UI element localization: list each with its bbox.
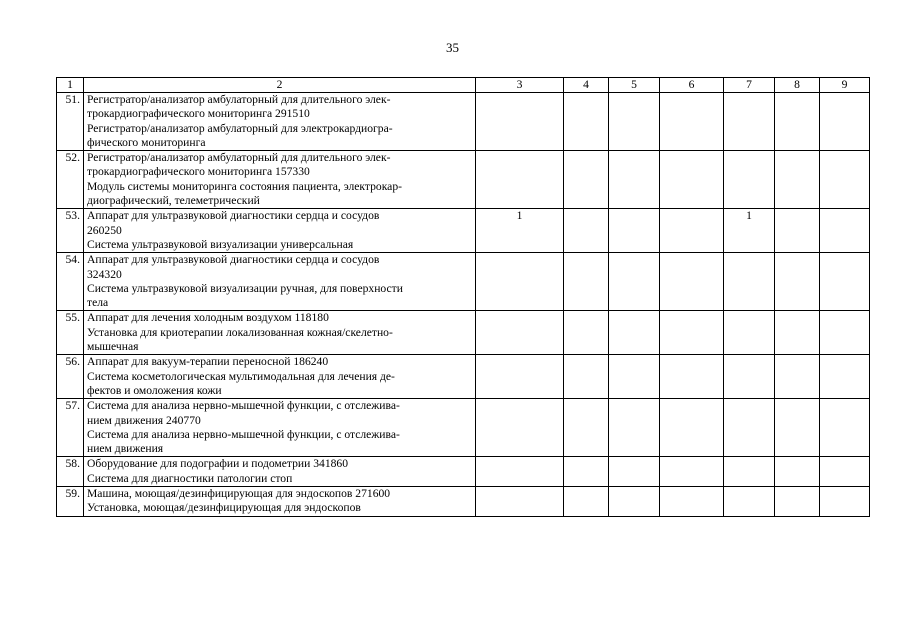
value-cell-col-8	[775, 355, 820, 399]
table-row	[57, 151, 870, 209]
value-cell-col-8	[775, 209, 820, 253]
row-description	[84, 151, 476, 209]
value-cell-col-9	[820, 151, 870, 209]
description-line: Аппарат для лечения холодным воздухом 118180	[87, 311, 329, 325]
value-cell-col-4	[564, 209, 609, 253]
value-cell-col-9	[820, 209, 870, 253]
description-line: Установка для криотерапии локализованная кожная/скелетно-	[87, 325, 393, 339]
description-line: фектов и омоложения кожи	[87, 383, 222, 397]
description-line: нием движения	[87, 442, 164, 456]
value-cell-col-6	[660, 209, 724, 253]
value-cell-col-6	[660, 311, 724, 355]
row-description	[84, 311, 476, 355]
value-cell-col-7	[724, 457, 775, 487]
column-header-8: 8	[775, 78, 820, 93]
table-row	[57, 399, 870, 457]
value-cell-col-8	[775, 93, 820, 151]
column-header-6: 6	[660, 78, 724, 93]
value-cell-col-6	[660, 253, 724, 311]
column-header-9: 9	[820, 78, 870, 93]
table-row	[57, 487, 870, 517]
description-line: Регистратор/анализатор амбулаторный для длительного элек-	[87, 93, 391, 106]
description-line: тела	[87, 296, 109, 310]
row-number: 56.	[57, 355, 84, 399]
row-number: 54.	[57, 253, 84, 311]
value-cell-col-8	[775, 399, 820, 457]
description-line: нием движения 240770	[87, 413, 201, 427]
value-cell-col-9	[820, 355, 870, 399]
row-number: 57.	[57, 399, 84, 457]
value-cell-col-7	[724, 355, 775, 399]
value-cell-col-9	[820, 399, 870, 457]
value-cell-col-3	[476, 151, 564, 209]
column-header-3: 3	[476, 78, 564, 93]
column-header-1: 1	[57, 78, 84, 93]
value-cell-col-5	[609, 151, 660, 209]
value-cell-col-5	[609, 487, 660, 517]
description-line: Аппарат для ультразвуковой диагностики сердца и сосудов	[87, 253, 380, 267]
description-line: Система для анализа нервно-мышечной функции, с отслежива-	[87, 399, 400, 413]
value-cell-col-4	[564, 311, 609, 355]
value-cell-col-4	[564, 355, 609, 399]
value-cell-col-6	[660, 487, 724, 517]
table-row	[57, 209, 870, 253]
description-line: трокардиографического мониторинга 291510	[87, 107, 310, 121]
value-cell-col-6	[660, 457, 724, 487]
value-cell-col-5	[609, 253, 660, 311]
value-cell-col-6	[660, 93, 724, 151]
value-cell-col-5	[609, 209, 660, 253]
row-number: 51.	[57, 93, 84, 151]
value-cell-col-7	[724, 487, 775, 517]
value-cell-col-4	[564, 399, 609, 457]
description-line: Оборудование для подографии и подометрии 341860	[87, 457, 349, 471]
value-cell-col-8	[775, 457, 820, 487]
value-cell-col-5	[609, 399, 660, 457]
value-cell-col-8	[775, 253, 820, 311]
equipment-table	[56, 77, 870, 517]
description-line: Регистратор/анализатор амбулаторный для длительного элек-	[87, 151, 391, 165]
row-description	[84, 355, 476, 399]
table-row	[57, 457, 870, 487]
value-cell-col-3: 1	[476, 209, 564, 253]
row-description	[84, 253, 476, 311]
description-line: Аппарат для ультразвуковой диагностики сердца и сосудов	[87, 209, 380, 223]
value-cell-col-3	[476, 355, 564, 399]
value-cell-col-9	[820, 93, 870, 151]
value-cell-col-9	[820, 253, 870, 311]
table-row	[57, 93, 870, 151]
description-line: диографический, телеметрический	[87, 194, 260, 208]
description-line: 260250	[87, 223, 122, 237]
row-number: 53.	[57, 209, 84, 253]
value-cell-col-9	[820, 311, 870, 355]
table-header-row	[57, 78, 870, 93]
description-line: Аппарат для вакуум-терапии переносной 186240	[87, 355, 329, 369]
value-cell-col-3	[476, 457, 564, 487]
value-cell-col-6	[660, 355, 724, 399]
description-line: мышечная	[87, 340, 139, 354]
value-cell-col-7: 1	[724, 209, 775, 253]
value-cell-col-3	[476, 487, 564, 517]
value-cell-col-4	[564, 457, 609, 487]
table-row	[57, 311, 870, 355]
value-cell-col-7	[724, 253, 775, 311]
description-line: Система ультразвуковой визуализации ручная, для поверхности	[87, 281, 403, 295]
value-cell-col-3	[476, 93, 564, 151]
column-header-7: 7	[724, 78, 775, 93]
row-number: 55.	[57, 311, 84, 355]
column-header-4: 4	[564, 78, 609, 93]
row-number: 58.	[57, 457, 84, 487]
description-line: 324320	[87, 267, 122, 281]
description-line: Система для диагностики патологии стоп	[87, 471, 293, 485]
row-description	[84, 487, 476, 517]
value-cell-col-5	[609, 355, 660, 399]
value-cell-col-9	[820, 487, 870, 517]
value-cell-col-7	[724, 311, 775, 355]
value-cell-col-4	[564, 93, 609, 151]
value-cell-col-3	[476, 311, 564, 355]
description-line: Регистратор/анализатор амбулаторный для электрокардиогра-	[87, 121, 393, 135]
value-cell-col-4	[564, 151, 609, 209]
row-description	[84, 209, 476, 253]
column-header-2: 2	[84, 78, 476, 93]
table-row	[57, 253, 870, 311]
value-cell-col-4	[564, 487, 609, 517]
page-number: 35	[446, 40, 459, 55]
description-line: Система ультразвуковой визуализации универсальная	[87, 237, 354, 251]
value-cell-col-4	[564, 253, 609, 311]
column-header-5: 5	[609, 78, 660, 93]
description-line: Система для анализа нервно-мышечной функции, с отслежива-	[87, 427, 400, 441]
value-cell-col-5	[609, 93, 660, 151]
description-line: фического мониторинга	[87, 135, 206, 149]
description-line: Система косметологическая мультимодальная для лечения де-	[87, 369, 395, 383]
row-number: 59.	[57, 487, 84, 517]
description-line: Модуль системы мониторинга состояния пациента, электрокар-	[87, 179, 402, 193]
value-cell-col-7	[724, 151, 775, 209]
description-line: трокардиографического мониторинга 157330	[87, 165, 310, 179]
row-description	[84, 93, 476, 151]
value-cell-col-5	[609, 311, 660, 355]
value-cell-col-7	[724, 93, 775, 151]
value-cell-col-3	[476, 253, 564, 311]
value-cell-col-6	[660, 399, 724, 457]
description-line: Машина, моющая/дезинфицирующая для эндоскопов 271600	[87, 487, 391, 501]
value-cell-col-5	[609, 457, 660, 487]
value-cell-col-6	[660, 151, 724, 209]
value-cell-col-9	[820, 457, 870, 487]
value-cell-col-8	[775, 487, 820, 517]
table-body	[57, 93, 870, 517]
row-number: 52.	[57, 151, 84, 209]
value-cell-col-7	[724, 399, 775, 457]
row-description	[84, 457, 476, 487]
row-description	[84, 399, 476, 457]
value-cell-col-3	[476, 399, 564, 457]
description-line: Установка, моющая/дезинфицирующая для эндоскопов	[87, 501, 361, 515]
value-cell-col-8	[775, 311, 820, 355]
table-row	[57, 355, 870, 399]
value-cell-col-8	[775, 151, 820, 209]
